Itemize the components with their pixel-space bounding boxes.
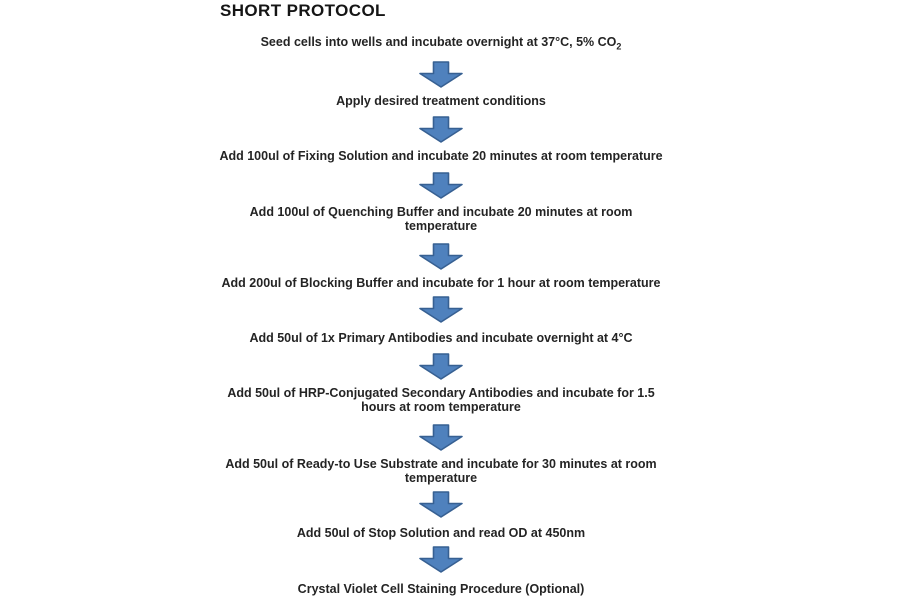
protocol-step-10 <box>298 582 585 596</box>
step-text: Add 100ul of Fixing Solution and incubate 20 minutes at room temperature <box>219 148 663 163</box>
down-arrow-icon <box>419 353 463 380</box>
page-title: SHORT PROTOCOL <box>220 1 386 20</box>
step-text: temperature <box>404 470 478 485</box>
protocol-step-5 <box>222 276 661 290</box>
step-text: Crystal Violet Cell Staining Procedure (Optional) <box>297 581 585 596</box>
step-text: Add 50ul of 1x Primary Antibodies and incubate overnight at 4°C <box>249 330 633 345</box>
step-text: Seed cells into wells and incubate overnight at 37°C, 5% CO <box>260 35 617 49</box>
step-text: Add 50ul of Ready-to Use Substrate and incubate for 30 minutes at room <box>225 456 657 471</box>
step-text: Add 50ul of HRP-Conjugated Secondary Antibodies and incubate for 1.5 <box>227 385 655 400</box>
down-arrow-icon <box>419 296 463 323</box>
protocol-step-3 <box>219 149 662 163</box>
co2-subscript: 2 <box>616 41 622 52</box>
protocol-step-2 <box>336 94 546 108</box>
step-text: hours at room temperature <box>361 399 521 414</box>
down-arrow-icon <box>419 424 463 451</box>
protocol-step-6 <box>249 331 632 345</box>
step-text: Add 200ul of Blocking Buffer and incubate for 1 hour at room temperature <box>221 275 661 290</box>
protocol-step-4 <box>250 205 633 233</box>
down-arrow-icon <box>419 116 463 143</box>
step-text: Add 50ul of Stop Solution and read OD at 450nm <box>296 525 586 540</box>
protocol-step-1 <box>261 35 622 52</box>
down-arrow-icon <box>419 491 463 518</box>
down-arrow-icon <box>419 546 463 573</box>
step-text: Add 100ul of Quenching Buffer and incubate 20 minutes at room <box>249 204 633 219</box>
protocol-step-9 <box>297 526 585 540</box>
step-text: Apply desired treatment conditions <box>336 93 546 108</box>
down-arrow-icon <box>419 243 463 270</box>
step-text: temperature <box>404 218 478 233</box>
down-arrow-icon <box>419 61 463 88</box>
down-arrow-icon <box>419 172 463 199</box>
protocol-step-8 <box>225 457 656 485</box>
protocol-step-7 <box>227 386 654 414</box>
